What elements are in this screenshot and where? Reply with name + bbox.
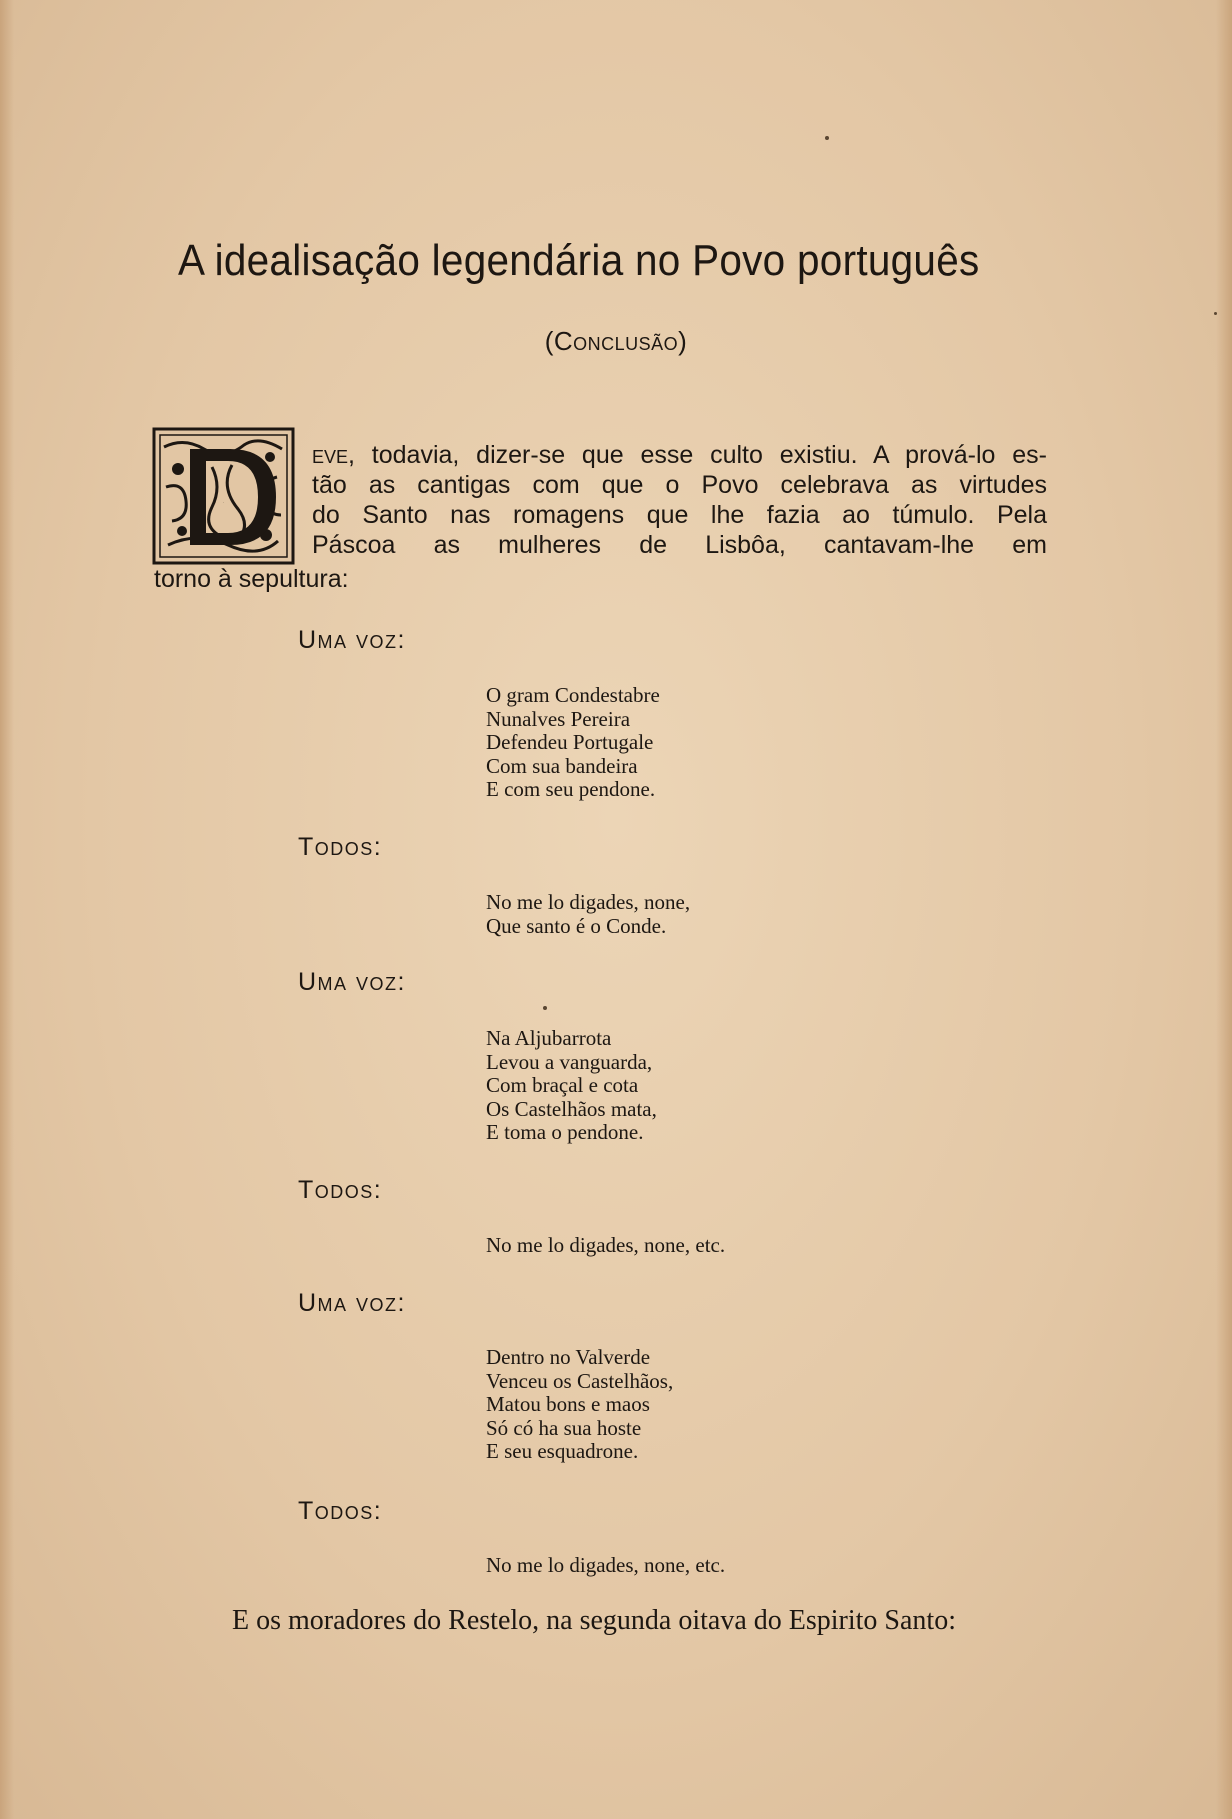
drop-cap-letter: D: [223, 503, 224, 504]
verse-line: Levou a vanguarda,: [486, 1049, 653, 1074]
paper-speck: [543, 1006, 547, 1010]
speaker-label: Uma voz:: [298, 968, 406, 996]
subtitle: (Conclusão): [544, 326, 688, 356]
verse-line: Só có ha sua hoste: [486, 1415, 642, 1440]
intro-line-1: eve, todavia, dizer-se que esse culto existiu. A prová-lo es-: [312, 441, 1047, 469]
closing-line: E os moradores do Restelo, na segunda oitava do Espirito Santo:: [232, 1605, 956, 1636]
verse-line: No me lo digades, none, etc.: [486, 1553, 726, 1577]
verse-line: No me lo digades, none,: [486, 890, 691, 914]
verse-line: Matou bons e maos: [486, 1392, 650, 1416]
verse-line: Na Aljubarrota: [486, 1026, 612, 1050]
intro-line-5: torno à sepultura:: [154, 565, 349, 593]
page-edge-left: [0, 0, 14, 1819]
intro-line-4: Páscoa as mulheres de Lisbôa, cantavam-lhe em: [312, 531, 1047, 559]
verse-line: E com seu pendone.: [486, 777, 656, 801]
paper-speck: [825, 136, 829, 140]
speaker-label: Todos:: [298, 833, 383, 861]
stanza: [486, 1027, 657, 1145]
verse-line: O gram Condestabre: [486, 683, 660, 707]
speaker-label: Todos:: [298, 1497, 383, 1525]
page-title: A idealisação legendária no Povo português: [178, 236, 980, 285]
speaker-label: Todos:: [298, 1176, 383, 1204]
verse-line: Defendeu Portugale: [486, 730, 654, 754]
intro-lead: eve,: [312, 441, 355, 469]
stanza: [486, 1554, 725, 1578]
verse-line: Com braçal e cota: [486, 1073, 639, 1097]
stanza: [486, 684, 660, 802]
verse-line: Venceu os Castelhãos,: [486, 1368, 674, 1393]
verse-line: Os Castelhãos mata,: [486, 1096, 657, 1121]
verse-line: No me lo digades, none, etc.: [486, 1233, 726, 1257]
intro-line-2: tão as cantigas com que o Povo celebrava as virtudes: [312, 471, 1047, 499]
intro-line-3: do Santo nas romagens que lhe fazia ao túmulo. Pela: [312, 501, 1047, 529]
intro-paragraph: [312, 440, 1047, 560]
stanza: [486, 1234, 725, 1258]
speaker-label: Uma voz:: [298, 626, 406, 654]
verse-line: E seu esquadrone.: [486, 1439, 639, 1463]
speaker-label: Uma voz:: [298, 1289, 406, 1317]
verse-line: Dentro no Valverde: [486, 1345, 651, 1369]
stanza: [486, 1346, 673, 1464]
drop-cap-ornament: [152, 427, 295, 565]
verse-line: Nunalves Pereira: [486, 706, 631, 731]
verse-line: E toma o pendone.: [486, 1120, 644, 1144]
verse-line: Que santo é o Conde.: [486, 913, 667, 938]
paper-speck: [1214, 312, 1217, 315]
stanza: [486, 891, 690, 938]
page-edge-right: [1216, 0, 1232, 1819]
verse-line: Com sua bandeira: [486, 753, 638, 778]
